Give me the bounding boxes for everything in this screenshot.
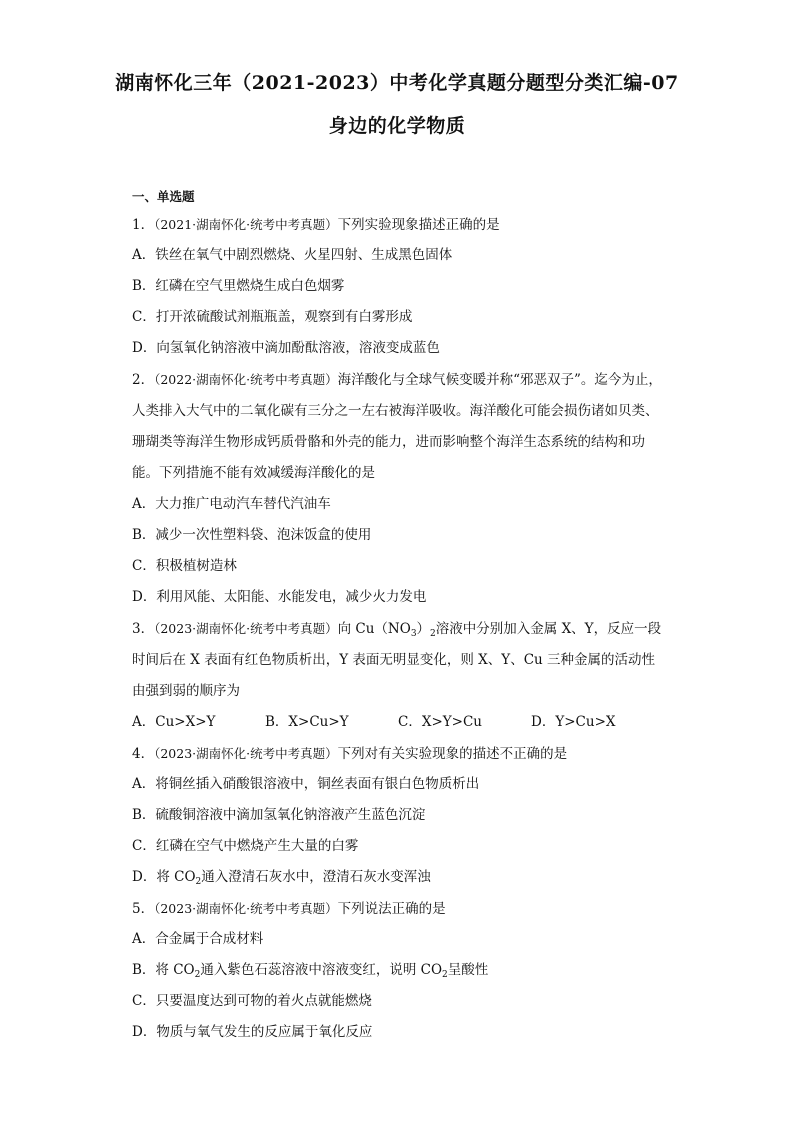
q2-option-b: B．减少一次性塑料袋、泡沫饭盒的使用 xyxy=(132,527,372,543)
question-list xyxy=(132,209,664,1048)
question-1-stem xyxy=(132,209,664,240)
question-number: 5． xyxy=(132,901,155,917)
q2-option-c: C．积极植树造林 xyxy=(132,558,237,574)
option-text-part: D．将 CO xyxy=(132,869,196,885)
subscript: 3 xyxy=(410,629,417,639)
question-text-part: 向 Cu（NO xyxy=(337,621,411,637)
question-source: （2023·湖南怀化·统考中考真题） xyxy=(154,746,338,761)
q3-option-d: D．Y>Cu>X xyxy=(531,714,616,730)
question-5-stem xyxy=(132,893,664,924)
q2-option-d: D．利用风能、太阳能、水能发电，减少火力发电 xyxy=(132,589,427,605)
question-text-part: 溶液中分别加入金属 X、Y，反应一段时间后在 X 表面有红色物质析出，Y 表面无明显变化，则 X、Y、Cu 三种金属的活动性由强到弱的顺序为 xyxy=(132,621,662,699)
subscript: 2 xyxy=(442,970,448,980)
q5-option-b xyxy=(132,955,664,986)
question-number: 2． xyxy=(132,372,155,388)
question-text: 海洋酸化与全球气候变暖并称“邪恶双子”。迄今为止，人类排入大气中的二氧化碳有三分之一左右被海洋吸收。海洋酸化可能会损伤诸如贝类、珊瑚类等海洋生物形成钙质骨骼和外壳的能力，进而影响整个海洋生态系统的结构和功能。下列措施不能有效减缓海洋酸化的是 xyxy=(132,372,662,481)
section-heading: 一、单选题 xyxy=(132,189,195,204)
q4-option-d xyxy=(132,862,664,893)
q3-option-b: B．X>Cu>Y xyxy=(265,714,349,730)
q4-option-b: B．硫酸铜溶液中滴加氢氧化钠溶液产生蓝色沉淀 xyxy=(132,807,426,823)
question-number: 1． xyxy=(132,217,155,233)
subscript: 2 xyxy=(194,970,201,980)
q5-option-c: C．只要温度达到可物的着火点就能燃烧 xyxy=(132,993,372,1009)
subscript: 2 xyxy=(430,629,436,639)
q2-option-a: A．大力推广电动汽车替代汽油车 xyxy=(132,496,331,512)
question-source: （2022·湖南怀化·统考中考真题） xyxy=(154,372,338,387)
q5-option-a: A．合金属于合成材料 xyxy=(132,931,264,947)
question-source: （2023·湖南怀化·统考中考真题） xyxy=(154,621,338,636)
question-4-stem xyxy=(132,738,664,769)
q1-option-c: C．打开浓硫酸试剂瓶瓶盖，观察到有白雾形成 xyxy=(132,309,413,325)
question-text: 下列说法正确的是 xyxy=(337,901,446,917)
option-text-part: 通入紫色石蕊溶液中溶液变红，说明 CO xyxy=(200,962,443,978)
question-source: （2021·湖南怀化·统考中考真题） xyxy=(154,217,338,232)
document-subtitle: 身边的化学物质 xyxy=(328,115,466,137)
q4-option-c: C．红磷在空气中燃烧产生大量的白雾 xyxy=(132,838,359,854)
question-text-part: ） xyxy=(416,621,431,637)
option-text-part: 通入澄清石灰水中，澄清石灰水变浑浊 xyxy=(201,869,431,885)
q4-option-a: A．将铜丝插入硝酸银溶液中，铜丝表面有银白色物质析出 xyxy=(132,776,480,792)
subscript: 2 xyxy=(195,877,202,887)
q5-option-d: D．物质与氧气发生的反应属于氧化反应 xyxy=(132,1024,373,1040)
question-text: 下列实验现象描述正确的是 xyxy=(337,217,500,233)
q3-options-row xyxy=(132,707,664,738)
option-text-part: B．将 CO xyxy=(132,962,195,978)
q3-option-c: C．X>Y>Cu xyxy=(398,714,482,730)
q3-option-a: A．Cu>X>Y xyxy=(132,714,216,730)
question-text: 下列对有关实验现象的描述不正确的是 xyxy=(337,746,568,762)
option-text-part: 呈酸性 xyxy=(447,962,489,978)
q1-option-b: B．红磷在空气里燃烧生成白色烟雾 xyxy=(132,278,345,294)
question-2-stem xyxy=(132,364,664,489)
question-source: （2023·湖南怀化·统考中考真题） xyxy=(154,901,338,916)
q1-option-d: D．向氢氧化钠溶液中滴加酚酞溶液，溶液变成蓝色 xyxy=(132,340,440,356)
question-number: 4． xyxy=(132,746,155,762)
q1-option-a: A．铁丝在氧气中剧烈燃烧、火星四射、生成黑色固体 xyxy=(132,247,453,263)
document-title: 湖南怀化三年（2021-2023）中考化学真题分题型分类汇编-07 xyxy=(115,72,679,94)
question-number: 3． xyxy=(132,621,155,637)
question-3-stem xyxy=(132,613,664,707)
